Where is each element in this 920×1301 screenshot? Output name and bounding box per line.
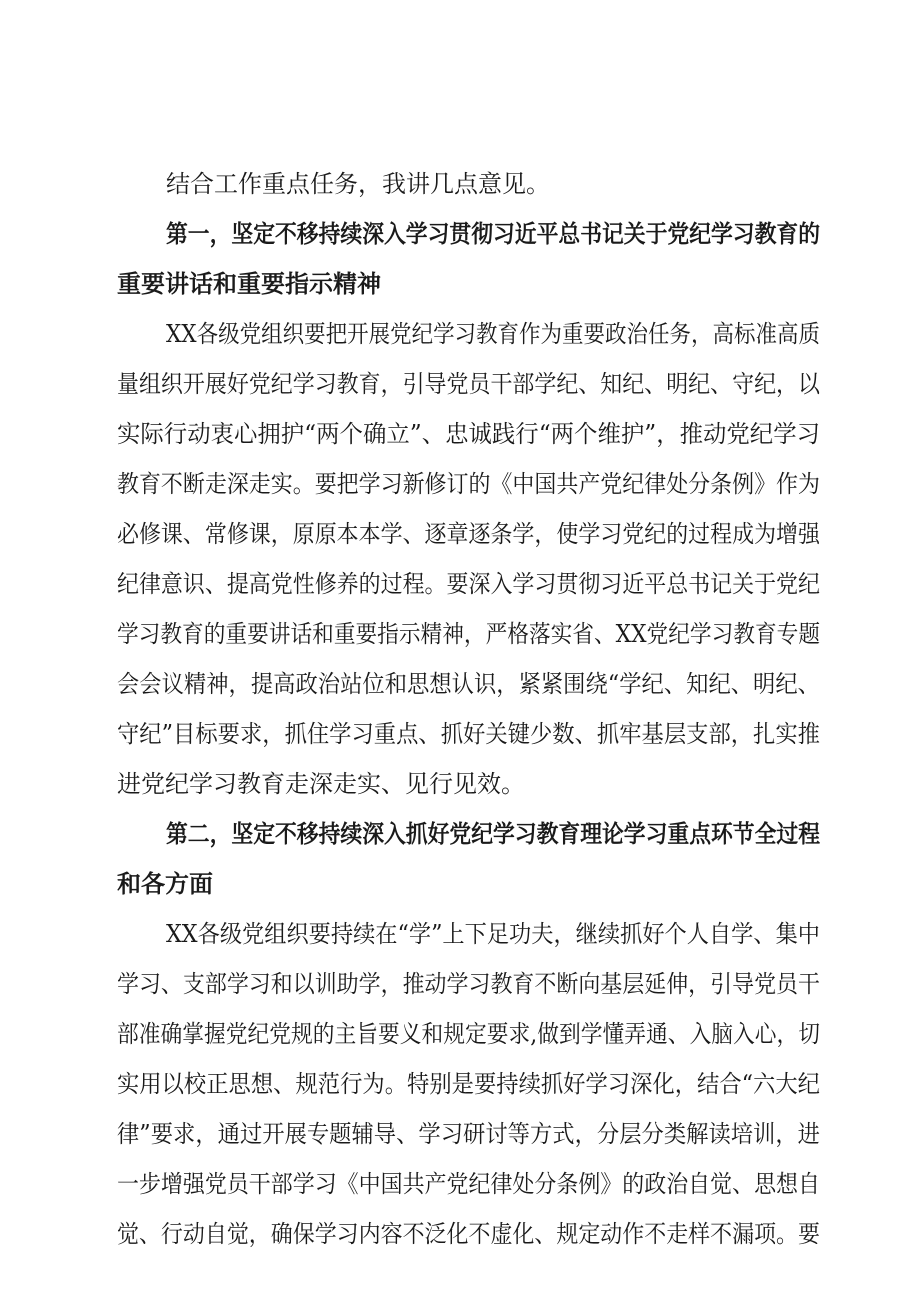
- section2-paragraph: [0, 962, 920, 1006]
- paragraph-line: 实用以校正思想、规范行为。特别是要持续抓好学习深化，结合“六大纪: [117, 1070, 820, 1098]
- paragraph-line: 守纪”目标要求，抓住学习重点、抓好关键少数、抓牢基层支部，扎实推: [117, 720, 820, 748]
- intro-line: [0, 162, 920, 206]
- paragraph-line: 会会议精神，提高政治站位和思想认识，紧紧围绕“学纪、知纪、明纪、: [117, 670, 820, 698]
- section1-paragraph: [0, 362, 920, 406]
- section1-paragraph: [0, 662, 920, 706]
- section1-paragraph: [0, 762, 920, 806]
- paragraph-line: 学习、支部学习和以训助学，推动学习教育不断向基层延伸，引导党员干: [117, 970, 820, 998]
- section1-paragraph: [0, 462, 920, 506]
- section1-paragraph: [0, 612, 920, 656]
- section1-paragraph: [0, 562, 920, 606]
- intro-text: 结合工作重点任务，我讲几点意见。: [166, 170, 550, 198]
- paragraph-line: XX各级党组织要持续在“学”上下足功夫，继续抓好个人自学、集中: [166, 920, 820, 948]
- paragraph-line: 量组织开展好党纪学习教育，引导党员干部学纪、知纪、明纪、守纪，以: [117, 370, 820, 398]
- section2-paragraph: [0, 1162, 920, 1206]
- paragraph-line: 学习教育的重要讲话和重要指示精神，严格落实省、XX党纪学习教育专题: [117, 620, 820, 648]
- section2-paragraph: [0, 1212, 920, 1256]
- section1-heading-line: 第一，坚定不移持续深入学习贯彻习近平总书记关于党纪学习教育的: [166, 219, 820, 248]
- paragraph-line: 一步增强党员干部学习《中国共产党纪律处分条例》的政治自觉、思想自: [117, 1170, 820, 1198]
- section2-heading: [0, 812, 920, 856]
- section1-paragraph: [0, 712, 920, 756]
- section2-paragraph: [0, 1062, 920, 1106]
- paragraph-line: 实际行动衷心拥护“两个确立”、忠诚践行“两个维护”，推动党纪学习: [117, 420, 820, 448]
- section1-paragraph: [0, 312, 920, 356]
- section2-heading-line: 第二，坚定不移持续深入抓好党纪学习教育理论学习重点环节全过程: [166, 819, 820, 848]
- section1-heading: [0, 262, 920, 306]
- section1-paragraph: [0, 512, 920, 556]
- section2-heading-line: 和各方面: [117, 869, 213, 898]
- section2-heading: [0, 862, 920, 906]
- paragraph-line: 纪律意识、提高党性修养的过程。要深入学习贯彻习近平总书记关于党纪: [117, 570, 820, 598]
- section1-heading-line: 重要讲话和重要指示精神: [117, 269, 381, 298]
- paragraph-line: 觉、行动自觉，确保学习内容不泛化不虚化、规定动作不走样不漏项。要: [117, 1220, 820, 1248]
- section1-paragraph: [0, 412, 920, 456]
- paragraph-line: 进党纪学习教育走深走实、见行见效。: [117, 770, 525, 798]
- section2-paragraph: [0, 1112, 920, 1156]
- section2-paragraph: [0, 912, 920, 956]
- paragraph-line: 教育不断走深走实。要把学习新修订的《中国共产党纪律处分条例》作为: [117, 470, 820, 498]
- section2-paragraph: [0, 1012, 920, 1056]
- paragraph-line: 必修课、常修课，原原本本学、逐章逐条学，使学习党纪的过程成为增强: [117, 520, 820, 548]
- paragraph-line: XX各级党组织要把开展党纪学习教育作为重要政治任务，高标准高质: [166, 320, 820, 348]
- paragraph-line: 部准确掌握党纪党规的主旨要义和规定要求,做到学懂弄通、入脑入心，切: [117, 1020, 820, 1048]
- paragraph-line: 律”要求，通过开展专题辅导、学习研讨等方式，分层分类解读培训，进: [117, 1120, 820, 1148]
- section1-heading: [0, 212, 920, 256]
